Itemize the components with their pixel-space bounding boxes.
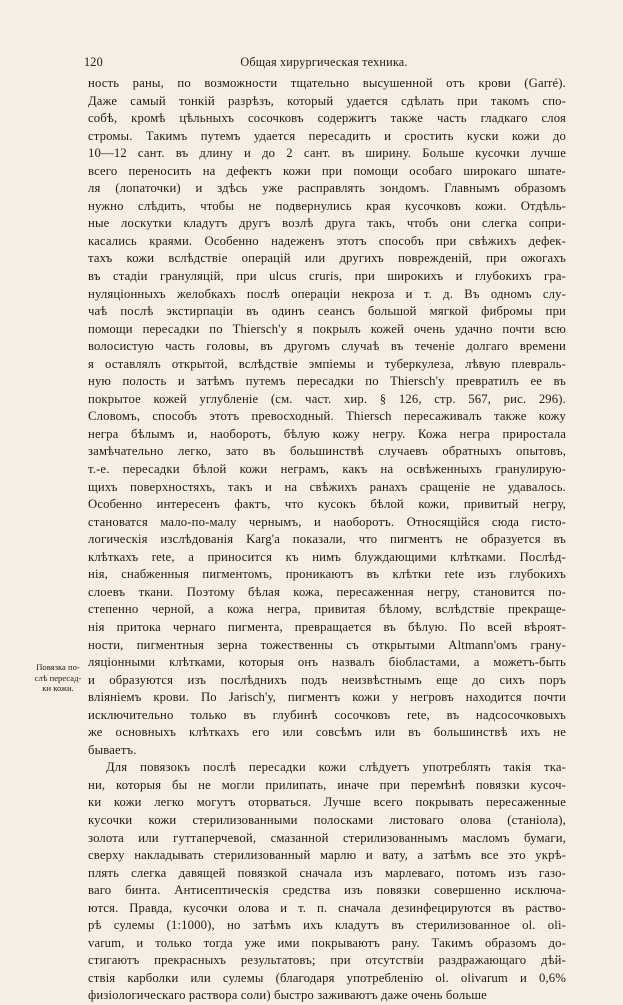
text-line: рѣ сулемы (1:1000), но затѣмъ ихъ кладутъ въ стерилизованное ol. oli- <box>88 918 566 933</box>
text-line: же основныхъ клѣткахъ его или совсѣмъ или въ большинствѣ ихъ не <box>88 725 566 740</box>
text-line: нія, снабженныя пигментомъ, проникаютъ въ клѣтки rete изъ глубокихъ <box>88 567 566 582</box>
text-line: негра бѣлымъ и, наоборотъ, бѣлую кожу негру. Кожа негра приростала <box>88 426 566 441</box>
text-line: исключительно только въ глубинѣ сосочковъ rete, въ надсосочковыхъ <box>88 707 566 722</box>
text-line: становатся мало-по-малу чернымъ, и наоборотъ. Относящійся сюда гисто- <box>88 514 566 529</box>
text-line: нуляціонныхъ желобкахъ послѣ операціи некроза и т. д. Въ одномъ слу- <box>88 286 566 301</box>
text-line: золота или гуттаперчевой, смазанной стерилизованнымъ масломъ бумаги, <box>88 830 566 845</box>
text-line: стигаютъ прекрасныхъ результатовъ; при отсутствіи раздражающаго дѣй- <box>88 953 566 968</box>
text-line: Словомъ, способъ этотъ превосходный. Thiersch пересаживалъ также кожу <box>88 409 566 424</box>
text-line: ваго бинта. Антисептическія средства изъ повязки совершенно исключа- <box>88 883 566 898</box>
text-line: varum, и только тогда уже ими покрываютъ рану. Такимъ образомъ до- <box>88 935 566 950</box>
text-line: чаѣ послѣ экстирпаціи въ одинъ сеансъ большой мягкой фибромы при <box>88 304 566 319</box>
text-line: т.-е. пересадки бѣлой кожи неграмъ, какъ на освѣженныхъ гранулирую- <box>88 462 566 477</box>
text-line: я оставлялъ открытой, вслѣдствіе эмпіемы и туберкулеза, лѣвую плевраль- <box>88 356 566 371</box>
text-line: ную полость и затѣмъ путемъ пересадки по Thiersch'у превратилъ ее въ <box>88 374 566 389</box>
text-line: клѣткахъ rete, а приносится къ нимъ блуждающими клѣтками. Послѣд- <box>88 549 566 564</box>
text-line: въ стадіи грануляцій, при ulcus cruris, при широкихъ и глубокихъ гра- <box>88 269 566 284</box>
running-title: Общая хирургическая техника. <box>240 55 408 69</box>
text-line: вліяніемъ крови. По Jarisch'у, пигментъ кожи у негровъ находится почти <box>88 690 566 705</box>
margin-note <box>30 662 86 694</box>
text-line: волосистую часть головы, въ другомъ случаѣ въ теченіе долгаго времени <box>88 339 566 354</box>
text-line: щихъ поверхностяхъ, такъ и на свѣжихъ ранахъ сращеніе не удавалось. <box>88 479 566 494</box>
page-number: 120 <box>84 55 103 69</box>
text-line: логическія изслѣдованія Karg'а показали, что пигментъ не образуется въ <box>88 532 566 547</box>
text-line: слоевъ ткани. Поэтому бѣлая кожа, пересаженная негру, становится по- <box>88 584 566 599</box>
text-line: физіологическаго раствора соли) быстро заживаютъ даже очень больше <box>88 988 487 1003</box>
text-line: бываетъ. <box>88 742 137 757</box>
text-line: ля (лопаточки) и здѣсь уже расправлять зондомъ. Главнымъ образомъ <box>88 181 566 196</box>
margin-note-line: Повязка по- <box>36 662 80 672</box>
text-line: замѣчательно легко, зато въ большинствѣ случаевъ обратныхъ опытовъ, <box>88 444 566 459</box>
text-line: всего переносить на дефектъ кожи при помощи особаго широкаго шпате- <box>88 163 566 178</box>
text-line: плять слегка давящей повязкой сначала изъ марлеваго, потомъ изъ газо- <box>88 865 566 880</box>
text-line: кусочки кожи стерилизованными полосками листоваго олова (станіола), <box>88 812 566 827</box>
text-line: ляціонными клѣтками, которыя онъ назвалъ біобластами, а можетъ-быть <box>88 655 566 670</box>
text-line: нужно слѣдить, чтобы не подвернулись края кусочковъ кожи. Отдѣль- <box>88 198 566 213</box>
text-line: ствія карболки или сулемы (благодаря употребленію ol. olivarum и 0,6% <box>88 970 566 985</box>
margin-note-line: слѣ пересад- <box>34 672 82 683</box>
margin-note-line: ки кожи. <box>42 683 74 693</box>
text-line: собѣ, кромѣ цѣльныхъ сосочковъ содержитъ также часть гладкаго слоя <box>88 111 566 126</box>
text-line: нія притока чернаго пигмента, превращается въ бѣлую. По всей вѣроят- <box>88 619 566 634</box>
text-line: покрытое кожей углубленіе (см. част. хир. § 126, стр. 567, рис. 296). <box>88 391 566 406</box>
body-text <box>88 75 566 1005</box>
text-line: ность раны, по возможности тщательно высушенной отъ крови (Garré). <box>88 76 566 90</box>
text-line: касались краями. Особенно надеженъ этотъ способъ при свѣжихъ дефек- <box>88 233 566 248</box>
text-line: ются. Правда, кусочки олова и т. п. сначала дезинфецируются въ раство- <box>88 900 566 915</box>
text-line: 10—12 сант. въ длину и до 2 сант. въ ширину. Больше кусочки лучше <box>88 146 566 161</box>
text-line: стромы. Такимъ путемъ удается пересадить и сростить куски кожи до <box>88 128 566 143</box>
text-line: Особенно интересенъ фактъ, что кусокъ бѣлой кожи, привитый негру, <box>88 497 566 512</box>
text-line: Для повязокъ послѣ пересадки кожи слѣдуетъ употреблять такія тка- <box>106 760 566 775</box>
text-line: Даже самый тонкій разрѣзъ, который удается сдѣлать при такомъ спо- <box>88 93 566 108</box>
page-header <box>82 55 566 71</box>
text-line: и образуются изъ послѣднихъ подъ неизвѣстнымъ еще до сихъ поръ <box>88 672 566 687</box>
text-line: ки кожи легко могутъ оторваться. Лучше всего покрывать пересаженные <box>88 795 566 810</box>
text-line: помощи пересадки по Thiersch'у я покрылъ кожей очень удачно почти всю <box>88 321 566 336</box>
text-line: степенно черной, а кожа негра, привитая бѣлому, вслѣдствіе прекраще- <box>88 602 566 617</box>
text-line: ности, пигментныя зерна тожественны съ открытыми Altmann'омъ грану- <box>88 637 566 652</box>
text-line: сверху накладывать стерилизованный марлю и вату, а затѣмъ все это укрѣ- <box>88 848 566 863</box>
text-line: ные лоскутки кладутъ другъ возлѣ друга такъ, чтобъ они слегка сопри- <box>88 216 566 231</box>
text-line: тахъ кожи вслѣдствіе операцій или другихъ поврежденій, при ожогахъ <box>88 251 566 266</box>
text-line: ни, которыя бы не могли прилипать, иначе при перемѣнѣ повязки кусоч- <box>88 777 566 792</box>
